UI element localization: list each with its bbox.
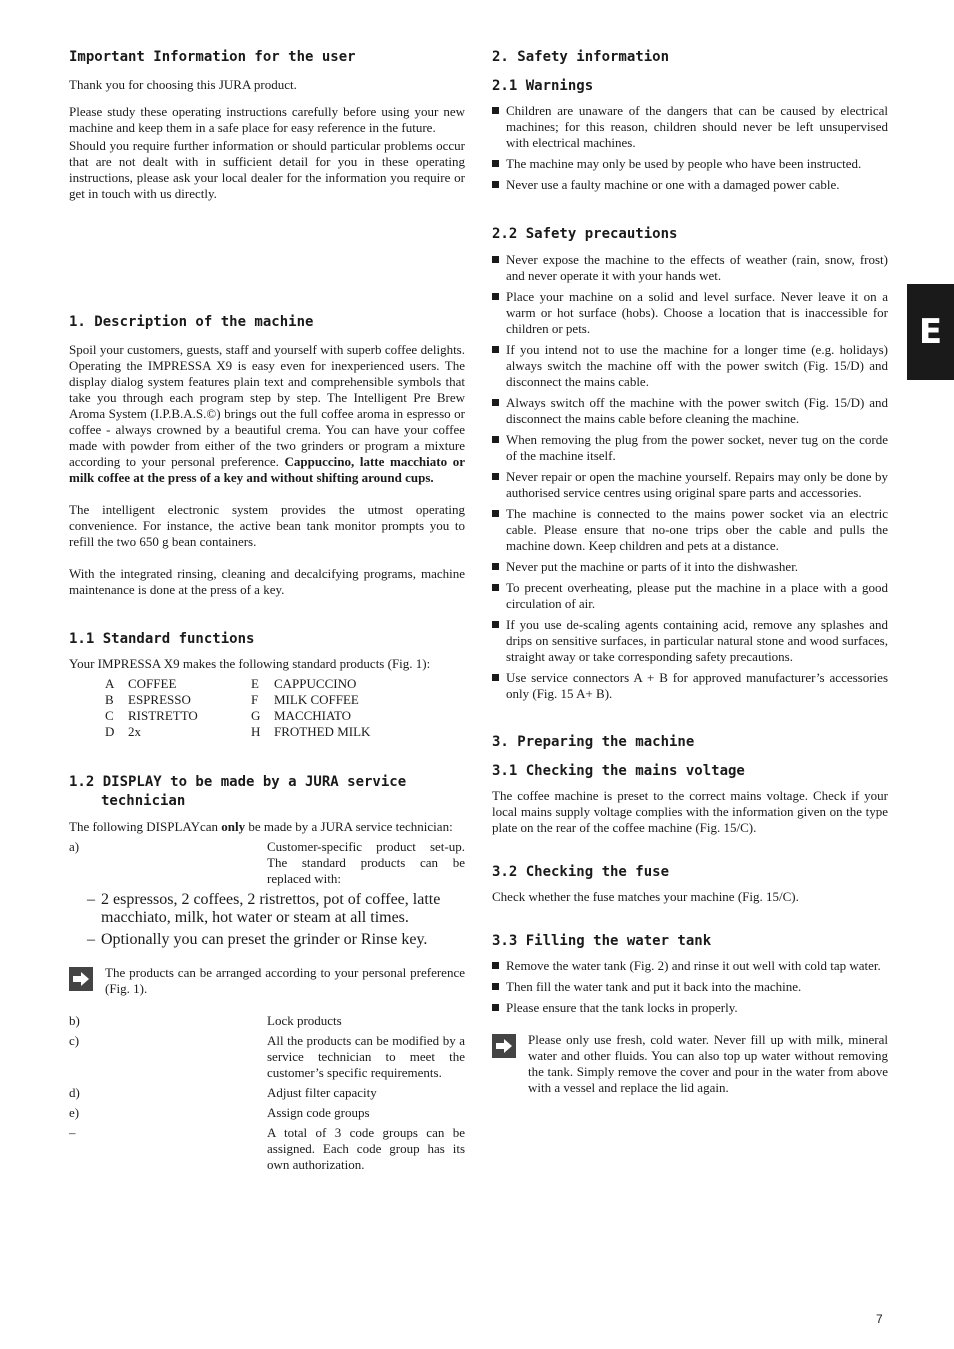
note-box: The products can be arranged according to your personal preference (Fig. 1). — [69, 965, 465, 997]
warnings-list — [492, 103, 888, 193]
heading-description: 1. Description of the machine — [69, 314, 314, 330]
paragraph: Should you require further information or should particular problems occur that are not dealt with in sufficient detail for you in these operating instructions, please ask your local dealer for the information you require or get in touch with us directly. — [69, 138, 465, 201]
list-item-dash: – A total of 3 code groups can be assigned. Each code group has its own authorization. — [69, 1125, 465, 1172]
list-item: Never put the machine or parts of it into the dishwasher. — [492, 559, 888, 575]
list-item: Then fill the water tank and put it back into the machine. — [492, 979, 888, 995]
list-item-d: d) Adjust filter capacity — [69, 1085, 377, 1100]
list-item-e: e) Assign code groups — [69, 1105, 370, 1120]
heading-warnings: 2.1 Warnings — [492, 78, 594, 94]
paragraph: Please study these operating instructions carefully before using your new machine and keep them in a safe place for easy reference in the future. — [69, 104, 465, 135]
list-item-dash: – Optionally you can preset the grinder or Rinse key. — [87, 931, 428, 948]
list-item-b: b) Lock products — [69, 1013, 342, 1028]
list-item-dash: – 2 espressos, 2 coffees, 2 ristrettos, pot of coffee, latte macchiato, milk, hot water or steam at all times. — [87, 891, 441, 926]
list-item: The machine is connected to the mains power socket via an electric cable. Please ensure that no-one trips ober the cable and pulls the machine down. Keep children and pets at a distance. — [492, 506, 888, 554]
precautions-list — [492, 252, 888, 702]
tank-list — [492, 958, 888, 1016]
paragraph: The intelligent electronic system provides the utmost operating convenience. For instance, the active bean tank monitor prompts you to refill the two 650 g bean containers. — [69, 502, 465, 549]
paragraph: The following DISPLAYcan only be made by a JURA service technician: — [69, 819, 453, 834]
heading-display: 1.2 DISPLAY to be made by a JURA service technician — [69, 774, 407, 809]
list-item: Never use a faulty machine or one with a damaged power cable. — [492, 177, 888, 193]
list-item: Remove the water tank (Fig. 2) and rinse it out well with cold tap water. — [492, 958, 888, 974]
note-box: Please only use fresh, cold water. Never fill up with milk, mineral water and other fluids. You can also top up water without removing the tank. Simply remove the cover and pour in the water from above with a vessel and replace the lid again. — [492, 1032, 888, 1096]
list-item: Please ensure that the tank locks in properly. — [492, 1000, 888, 1016]
arrow-right-icon — [69, 967, 93, 991]
list-item: If you use de-scaling agents containing acid, remove any splashes and drips on sensitive surfaces, in particular natural stone and wood surfaces, straight away or take corresponding safety precautions. — [492, 617, 888, 665]
heading-water-tank: 3.3 Filling the water tank — [492, 933, 712, 949]
list-item: When removing the plug from the power socket, never tug on the corde of the machine itself. — [492, 432, 888, 464]
paragraph: Your IMPRESSA X9 makes the following standard products (Fig. 1): — [69, 656, 431, 671]
paragraph: Check whether the fuse matches your machine (Fig. 15/C). — [492, 889, 799, 904]
heading-preparing: 3. Preparing the machine — [492, 734, 695, 750]
arrow-right-icon — [492, 1034, 516, 1058]
list-item: To precent overheating, please put the machine in a place with a good circulation of air. — [492, 580, 888, 612]
list-item: Place your machine on a solid and level surface. Never leave it on a warm or hot surface (hobs). Choose a location that is inaccessible for children or pets. — [492, 289, 888, 337]
heading-safety: 2. Safety information — [492, 49, 670, 65]
list-item-a: a) Customer-specific product set-up. The standard products can be replaced with: — [69, 839, 465, 886]
list-item: Always switch off the machine with the power switch (Fig. 15/D) and disconnect the mains cable before cleaning the machine. — [492, 395, 888, 427]
page-number: 7 — [876, 1312, 883, 1326]
table-row: B ESPRESSO F MILK COFFEE — [105, 692, 359, 707]
list-item-c: c) All the products can be modified by a service technician to meet the customer’s specific requirements. — [69, 1033, 465, 1080]
table-row: A COFFEE E CAPPUCCINO — [105, 676, 357, 691]
table-row: D 2x H FROTHED MILK — [105, 724, 371, 739]
list-item: Children are unaware of the dangers that can be caused by electrical machines; for this reason, children should never be left unsupervised with electrical machines. — [492, 103, 888, 151]
list-item: If you intend not to use the machine for a longer time (e.g. holidays) always switch the machine off with the power switch (Fig. 15/D) and disconnect the mains cable. — [492, 342, 888, 390]
section-tab-e: E — [907, 284, 954, 380]
list-item: Never repair or open the machine yourself. Repairs may only be done by authorised service centres using original spare parts and accessories. — [492, 469, 888, 501]
product-table — [105, 676, 370, 740]
left-column — [69, 48, 465, 1177]
heading-mains-voltage: 3.1 Checking the mains voltage — [492, 763, 745, 779]
heading-important-info: Important Information for the user — [69, 49, 356, 65]
table-row: C RISTRETTO G MACCHIATO — [105, 708, 352, 723]
paragraph: Thank you for choosing this JURA product. — [69, 77, 297, 92]
right-column — [492, 48, 888, 1096]
heading-precautions: 2.2 Safety precautions — [492, 226, 678, 242]
list-item: Never expose the machine to the effects of weather (rain, snow, frost) and never operate it with your hands wet. — [492, 252, 888, 284]
list-item: The machine may only be used by people who have been instructed. — [492, 156, 888, 172]
paragraph-description: Spoil your customers, guests, staff and yourself with superb coffee delights. Operating the IMPRESSA X9 is easy even for inexperienced users. The display dialog system features plain text and comprehensible symbols that take you through each program step by step. The Intelligent Pre Brew Aroma System (I.P.B.A.S.©) brings out the full coffee aroma in espresso or coffee - always crowned by a beautiful crema. You can have your coffee made with powder from either of the two grinders or program a mixture according to your personal preference. Cappuccino, latte macchiato or milk coffee at the press of a key and without shifting around cups. — [69, 342, 465, 485]
paragraph: With the integrated rinsing, cleaning and decalcifying programs, machine maintenance is done at the press of a key. — [69, 566, 465, 597]
heading-fuse: 3.2 Checking the fuse — [492, 864, 670, 880]
paragraph: The coffee machine is preset to the correct mains voltage. Check if your local mains supply voltage complies with the information given on the type plate on the rear of the coffee machine (Fig. 15/C). — [492, 788, 888, 835]
list-item: Use service connectors A + B for approved manufacturer’s accessories only (Fig. 15 A+ B). — [492, 670, 888, 702]
heading-standard-functions: 1.1 Standard functions — [69, 631, 255, 647]
